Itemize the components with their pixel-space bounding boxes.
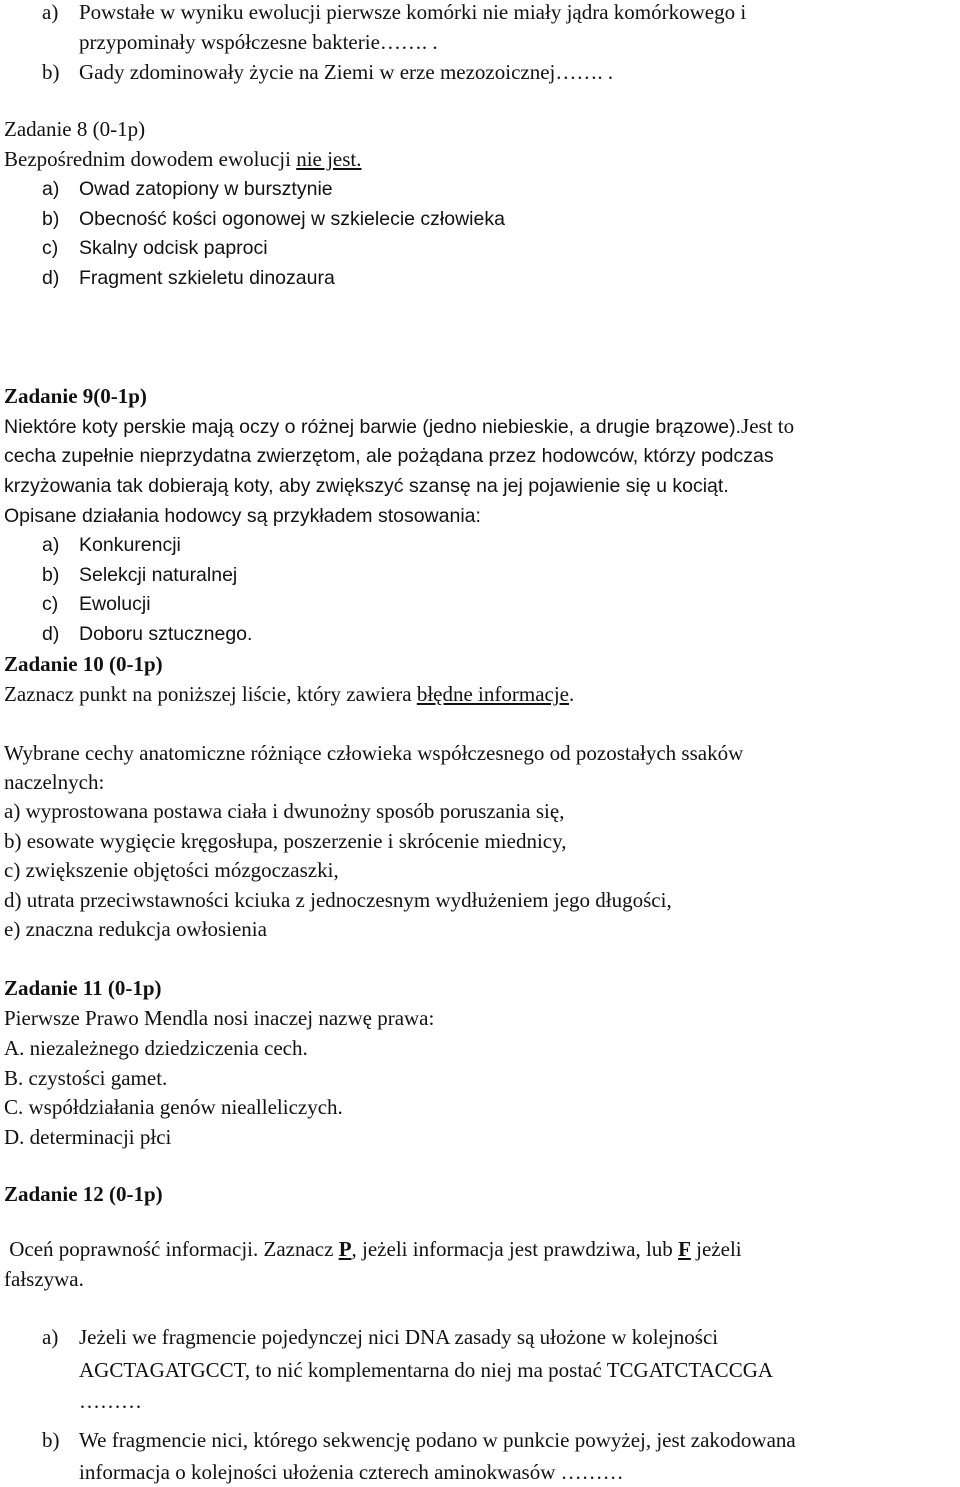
task12-item-b <box>42 1426 796 1454</box>
task10-question-underlined: błędne informacje <box>416 682 569 706</box>
task10-item-e: e) znaczna redukcja owłosienia <box>4 917 267 941</box>
task8-option-marker: b) <box>42 208 60 230</box>
task10-question-end: . <box>569 682 575 706</box>
task7-option-b-line1: Gady zdominowały życie na Ziemi w erze mezozoicznej……. . <box>79 60 614 84</box>
task12-item-a-line1: Jeżeli we fragmencie pojedynczej nici DNA zasady są ułożone w kolejności <box>79 1325 719 1349</box>
task11-option-c: C. współdziałania genów niealleliczych. <box>4 1095 343 1119</box>
task8-option-text: Skalny odcisk paproci <box>79 237 268 259</box>
task8-option-c <box>42 234 268 262</box>
task8-option-marker: d) <box>42 267 60 289</box>
task9-line4: Opisane działania hodowcy są przykładem stosowania: <box>4 505 481 527</box>
task12-instruction <box>4 1235 742 1263</box>
task8-option-d <box>42 264 335 292</box>
task12-item-a-marker: a) <box>42 1325 59 1349</box>
task12-false-mark: F <box>678 1237 691 1261</box>
task9-option-c <box>42 590 151 618</box>
task11-option-a: A. niezależnego dziedziczenia cech. <box>4 1036 308 1060</box>
task8-option-b <box>42 205 505 233</box>
task9-option-b <box>42 561 237 589</box>
task8-option-marker: a) <box>42 178 60 200</box>
task8-question-start: Bezpośrednim dowodem ewolucji <box>4 147 297 171</box>
task10-question-start: Zaznacz punkt na poniższej liście, który zawiera <box>4 682 417 706</box>
task7-option-a-line2: przypominały współczesne bakterie……. . <box>79 30 438 54</box>
task12-item-a-line3: ……… <box>79 1389 142 1413</box>
task10-title: Zadanie 10 (0-1p) <box>4 652 163 676</box>
task10-item-d: d) utrata przeciwstawności kciuka z jednoczesnym wydłużeniem jego długości, <box>4 888 672 912</box>
task12-item-b-line2: informacja o kolejności ułożenia czterech aminokwasów ……… <box>79 1460 624 1484</box>
task9-title: Zadanie 9(0-1p) <box>4 384 147 408</box>
task8-question <box>4 145 362 173</box>
task8-option-text: Owad zatopiony w bursztynie <box>79 178 333 200</box>
task7-option-b <box>42 58 613 86</box>
task7-option-a-line1: Powstałe w wyniku ewolucji pierwsze komórki nie miały jądra komórkowego i <box>79 0 747 24</box>
task8-title: Zadanie 8 (0-1p) <box>4 117 146 141</box>
task9-option-marker: d) <box>42 623 60 645</box>
task12-instruction-part3: jeżeli <box>690 1237 742 1261</box>
task9-option-marker: b) <box>42 564 60 586</box>
task9-line1-text: Niektóre koty perskie mają oczy o różnej barwie (jedno niebieskie, a drugie brązowe). <box>4 416 742 438</box>
task10-item-b: b) esowate wygięcie kręgosłupa, poszerzenie i skrócenie miednicy, <box>4 829 567 853</box>
task9-option-d <box>42 620 252 648</box>
task11-title: Zadanie 11 (0-1p) <box>4 976 162 1000</box>
task9-option-marker: a) <box>42 534 60 556</box>
task9-line1-tail: Jest to <box>741 414 795 438</box>
task11-question: Pierwsze Prawo Mendla nosi inaczej nazwę prawa: <box>4 1006 435 1030</box>
task8-option-text: Fragment szkieletu dinozaura <box>79 267 335 289</box>
task9-option-marker: c) <box>42 593 59 615</box>
task8-option-marker: c) <box>42 237 59 259</box>
task12-instruction-part1: Oceń poprawność informacji. Zaznacz <box>4 1237 339 1261</box>
task10-item-c: c) zwiększenie objętości mózgoczaszki, <box>4 858 339 882</box>
task12-item-a-line2: AGCTAGATGCCT, to nić komplementarna do niej ma postać TCGATCTACCGA <box>79 1358 774 1382</box>
task7-option-a <box>42 0 746 26</box>
task12-instruction-part2: , jeżeli informacja jest prawdziwa, lub <box>351 1237 679 1261</box>
task10-intro-line1: Wybrane cechy anatomiczne różniące człowieka współczesnego od pozostałych ssaków <box>4 741 744 765</box>
task9-option-text: Ewolucji <box>79 593 151 615</box>
task8-option-text: Obecność kości ogonowej w szkielecie człowieka <box>79 208 505 230</box>
task9-option-a <box>42 531 181 559</box>
task9-option-text: Doboru sztucznego. <box>79 623 253 645</box>
task12-title: Zadanie 12 (0-1p) <box>4 1182 163 1206</box>
task10-intro-line2: naczelnych: <box>4 770 105 794</box>
task9-line1 <box>4 412 794 441</box>
task12-true-mark: P <box>338 1237 352 1261</box>
task12-instruction-line2: fałszywa. <box>4 1267 84 1291</box>
task9-line3: krzyżowania tak dobierają koty, aby zwiększyć szansę na jej pojawienie się u kociąt. <box>4 475 729 497</box>
task11-option-b: B. czystości gamet. <box>4 1066 168 1090</box>
task9-option-text: Selekcji naturalnej <box>79 564 238 586</box>
task12-item-a <box>42 1323 718 1351</box>
task8-question-underlined: nie jest. <box>296 147 362 171</box>
task8-option-a <box>42 175 333 203</box>
task11-option-d: D. determinacji płci <box>4 1125 172 1149</box>
task9-option-text: Konkurencji <box>79 534 181 556</box>
task12-item-b-marker: b) <box>42 1428 60 1452</box>
task9-line2: cecha zupełnie nieprzydatna zwierzętom, ale pożądana przez hodowców, którzy podczas <box>4 445 774 467</box>
task12-item-b-line1: We fragmencie nici, którego sekwencję podano w punkcie powyżej, jest zakodowana <box>79 1428 796 1452</box>
task7-option-b-marker: b) <box>42 60 60 84</box>
task10-question <box>4 680 574 708</box>
task10-item-a: a) wyprostowana postawa ciała i dwunożny sposób poruszania się, <box>4 799 565 823</box>
task7-option-a-marker: a) <box>42 0 59 24</box>
